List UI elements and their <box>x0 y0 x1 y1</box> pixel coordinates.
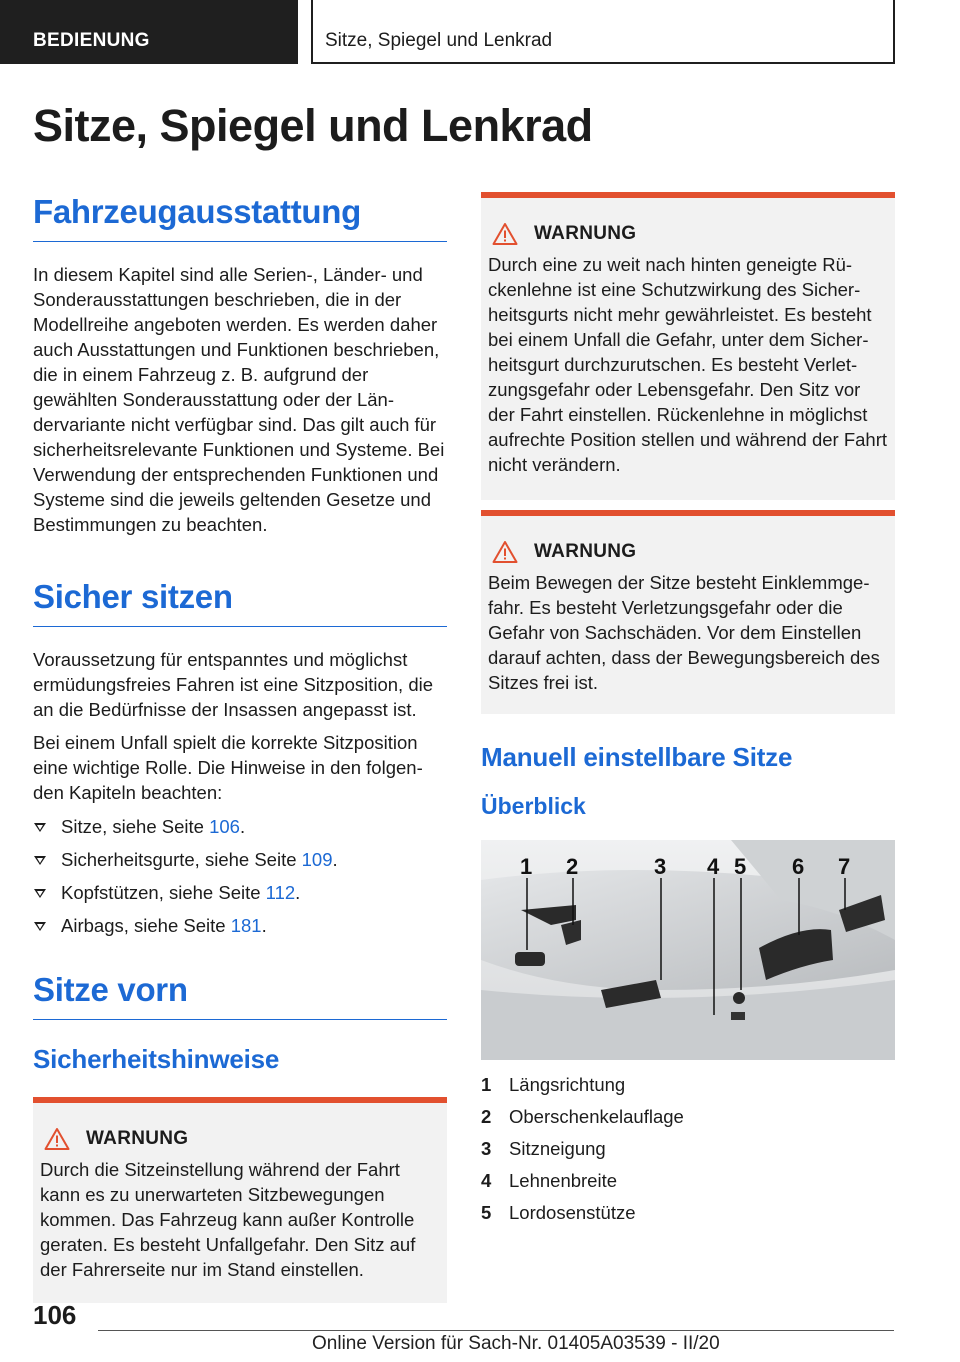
warning-triangle-icon <box>44 1127 70 1151</box>
figure-legend <box>481 1072 895 1225</box>
page-link[interactable]: 112 <box>265 882 296 903</box>
figure-callout: 1 <box>520 854 533 879</box>
warning-title: WARNUNG <box>86 1128 189 1149</box>
heading-fahrzeugausstattung: Fahrzeugausstattung <box>33 190 447 242</box>
warning-box <box>33 1097 447 1303</box>
list-item: 3 Sitzneigung <box>481 1138 606 1159</box>
figure-callout: 4 <box>707 854 720 879</box>
figure-callout: 7 <box>838 854 851 879</box>
heading-manuell-einstellbare-sitze: Manuell einstellbare Sitze <box>481 742 793 772</box>
figure-callout: 3 <box>654 854 667 879</box>
figure-callout: 6 <box>792 854 805 879</box>
list-item: Airbags, siehe Seite 181. <box>33 913 447 938</box>
warning-text: Durch eine zu weit nach hinten geneigte Rückenlehne ist eine Schutzwirkung des Sicherheitsgurts nicht mehr gewährleistet. Es besteht bei einem Unfall die Gefahr, unter dem Sicherheitsgurt durchzurutschen. Es besteht Verletzungsgefahr oder Lebensgefahr. Den Sitz vor der Fahrt einstellen. Rückenlehne in möglichst aufrechte Position stellen und während der Fahrt nicht verändern. <box>488 254 888 475</box>
list-item: Sitze, siehe Seite 106. <box>33 814 447 839</box>
right-column <box>481 190 895 1232</box>
warning-box <box>481 510 895 714</box>
heading-ueberblick: Überblick <box>481 793 586 819</box>
warning-header <box>40 1127 439 1151</box>
page-link[interactable]: 106 <box>209 816 240 837</box>
paragraph-sicher-1: Voraussetzung für entspanntes und möglichst ermüdungsfreies Fahren ist eine Sitzposition, die an die Bedürfnisse der Insassen angepasst ist. <box>33 649 434 720</box>
warning-title: WARNUNG <box>534 541 637 562</box>
online-version-note: Online Version für Sach-Nr. 01405A03539 - II/20 <box>312 1333 720 1354</box>
seat-illustration <box>481 840 895 1060</box>
footer-divider <box>98 1330 894 1331</box>
list-item: 5 Lordosenstütze <box>481 1202 636 1223</box>
reference-list <box>33 814 447 938</box>
page-link[interactable]: 109 <box>301 849 333 870</box>
warning-triangle-icon <box>492 222 518 246</box>
triangle-bullet-icon <box>34 856 46 865</box>
warning-text: Beim Bewegen der Sitze besteht Einklemmgefahr. Es besteht Verletzungsgefahr oder die Gefahr von Sachschäden. Vor dem Einstellen darauf achten, dass der Bewegungsbereich des Sitzes frei ist. <box>488 572 880 693</box>
figure-callout: 5 <box>734 854 747 879</box>
paragraph-sicher-2: Bei einem Unfall spielt die korrekte Sitzposition eine wichtige Rolle. Die Hinweise in den folgenden Kapiteln beachten: <box>33 732 423 803</box>
chapter-tab <box>311 0 895 64</box>
triangle-bullet-icon <box>34 922 46 931</box>
triangle-bullet-icon <box>34 889 46 898</box>
chapter-label: Sitze, Spiegel und Lenkrad <box>325 30 553 51</box>
warning-header <box>488 540 887 564</box>
left-column <box>33 190 447 1303</box>
warning-box <box>481 192 895 500</box>
triangle-bullet-icon <box>34 823 46 832</box>
warning-text: Durch die Sitzeinstellung während der Fahrt kann es zu unerwarteten Sitzbewegungen kommen. Das Fahrzeug kann außer Kontrolle geraten. Es besteht Unfallgefahr. Den Sitz auf der Fahrerseite nur im Stand einstellen. <box>40 1159 416 1280</box>
page-link[interactable]: 181 <box>230 915 262 936</box>
heading-sicher-sitzen: Sicher sitzen <box>33 575 447 627</box>
heading-sitze-vorn: Sitze vorn <box>33 968 447 1020</box>
figure-callout: 2 <box>566 854 579 879</box>
list-item: 4 Lehnenbreite <box>481 1170 618 1191</box>
heading-sicherheitshinweise: Sicherheitshinweise <box>33 1044 280 1074</box>
warning-header <box>488 222 887 246</box>
page-title: Sitze, Spiegel und Lenkrad <box>33 100 593 151</box>
list-item: Sicherheitsgurte, siehe Seite 109. <box>33 847 447 872</box>
section-label: BEDIENUNG <box>33 30 150 51</box>
page-number: 106 <box>33 1300 77 1330</box>
list-item: Kopfstützen, siehe Seite 112. <box>33 880 447 905</box>
warning-title: WARNUNG <box>534 223 637 244</box>
warning-triangle-icon <box>492 540 518 564</box>
list-item: 2 Oberschenkelauflage <box>481 1106 684 1127</box>
seat-adjustment-figure <box>481 840 895 1060</box>
list-item: 1 Längsrichtung <box>481 1074 626 1095</box>
section-tab <box>0 0 298 64</box>
paragraph-ausstattung: In diesem Kapitel sind alle Serien-, Länder- und Sonderausstattungen beschrieben, die in der Modellreihe angeboten werden. Es werden daher auch Ausstattungen und Funktionen beschrieben, die in einem Fahrzeug z. B. aufgrund der gewählten Sonderausstattung oder der Ländervariante nicht verfügbar sind. Das gilt auch für sicherheitsrelevante Funktionen und Systeme. Bei Verwendung der entsprechenden Funktionen und Systeme sind die jeweils geltenden Gesetze und Bestimmungen zu beachten. <box>33 264 445 535</box>
